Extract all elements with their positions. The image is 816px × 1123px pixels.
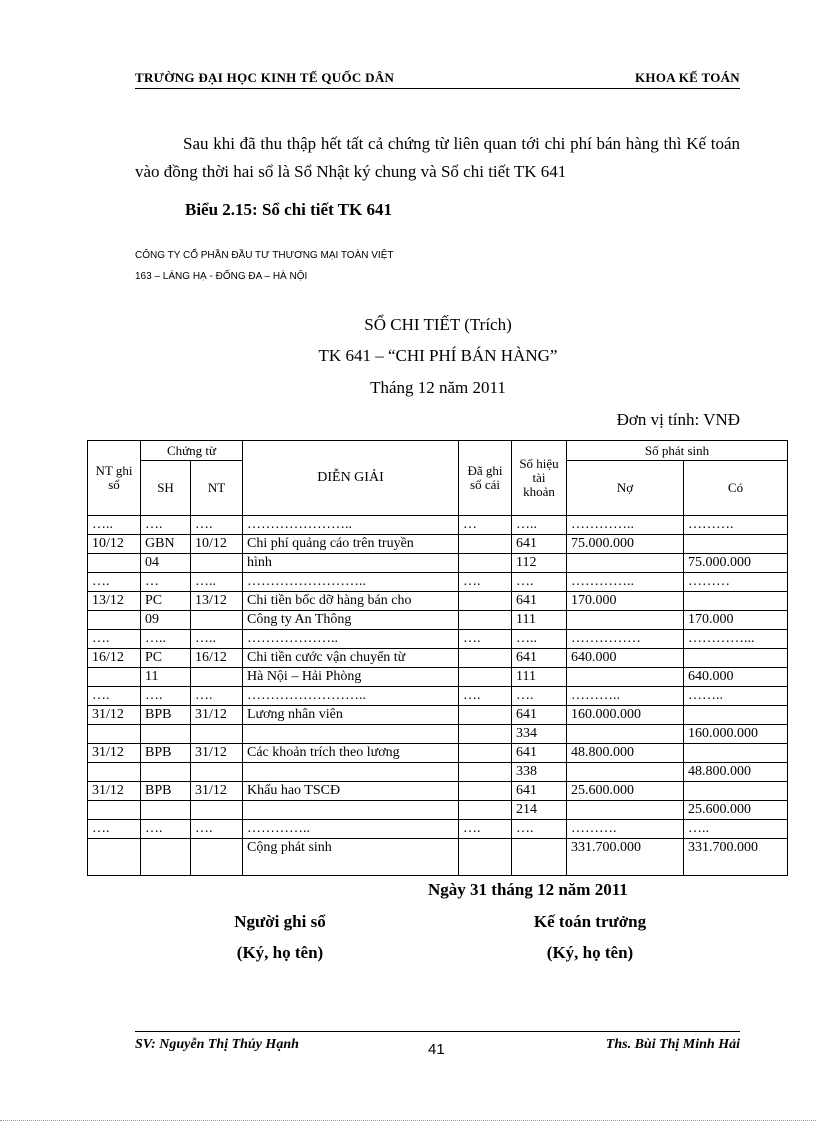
row-description: …………………….. [243, 687, 459, 706]
row-voucher-date [191, 668, 243, 687]
row-voucher-date [191, 554, 243, 573]
col-description: DIỄN GIẢI [243, 441, 459, 516]
row-debit: 640.000 [567, 649, 684, 668]
ledger-account: TK 641 – “CHI PHÍ BÁN HÀNG” [318, 346, 558, 365]
col-debit: Nợ [567, 461, 684, 516]
row-account: 641 [512, 782, 567, 801]
row-credit: …….. [684, 687, 788, 706]
row-date: 10/12 [88, 535, 141, 554]
row-posted [459, 592, 512, 611]
table-row [88, 630, 788, 649]
row-voucher-number: …. [141, 516, 191, 535]
row-posted: …. [459, 820, 512, 839]
row-account: 641 [512, 649, 567, 668]
row-date [88, 801, 141, 820]
row-date: …. [88, 820, 141, 839]
col-credit: Có [684, 461, 788, 516]
row-account: ….. [512, 630, 567, 649]
table-row [88, 725, 788, 744]
table-row [88, 516, 788, 535]
row-credit: ….. [684, 820, 788, 839]
row-account: ….. [512, 516, 567, 535]
chief-accountant-role: Kế toán trưởng [533, 912, 647, 931]
row-date: ….. [88, 516, 141, 535]
intro-paragraph: Sau khi đã thu thập hết tất cả chứng từ liên quan tới chi phí bán hàng thì Kế toán vào đồng thời hai sổ là Sổ Nhật ký chung và Sổ chi tiết TK 641 [135, 134, 740, 181]
row-debit [567, 763, 684, 782]
row-voucher-number: BPB [141, 782, 191, 801]
row-credit [684, 649, 788, 668]
row-debit: 48.800.000 [567, 744, 684, 763]
row-voucher-number: … [141, 573, 191, 592]
row-posted [459, 725, 512, 744]
table-row [88, 573, 788, 592]
row-date: …. [88, 630, 141, 649]
footer-divider [135, 1031, 740, 1032]
row-voucher-date: 13/12 [191, 592, 243, 611]
table-row [88, 801, 788, 820]
signature-date: Ngày 31 tháng 12 năm 2011 [428, 880, 628, 899]
row-posted [459, 611, 512, 630]
row-posted [459, 649, 512, 668]
row-voucher-date: …. [191, 687, 243, 706]
row-debit: 331.700.000 [567, 839, 684, 876]
row-voucher-number: …. [141, 820, 191, 839]
row-voucher-number: ….. [141, 630, 191, 649]
row-credit: 48.800.000 [684, 763, 788, 782]
row-account: 641 [512, 744, 567, 763]
row-date: …. [88, 687, 141, 706]
row-voucher-number: 11 [141, 668, 191, 687]
row-account: 334 [512, 725, 567, 744]
row-voucher-number: PC [141, 592, 191, 611]
row-description: hình [243, 554, 459, 573]
row-description [243, 801, 459, 820]
row-voucher-date: ….. [191, 630, 243, 649]
col-voucher-number: SH [141, 461, 191, 516]
row-posted [459, 782, 512, 801]
row-voucher-number: PC [141, 649, 191, 668]
row-voucher-date [191, 839, 243, 876]
row-voucher-date: ….. [191, 573, 243, 592]
student-name: SV: Nguyễn Thị Thúy Hạnh [135, 1037, 299, 1052]
table-row [88, 668, 788, 687]
chief-accountant-note: (Ký, họ tên) [546, 943, 634, 962]
row-credit: 160.000.000 [684, 725, 788, 744]
row-posted: …. [459, 687, 512, 706]
row-account: 111 [512, 611, 567, 630]
col-voucher: Chứng từ [141, 441, 243, 461]
row-credit: 170.000 [684, 611, 788, 630]
row-description: Công ty An Thông [243, 611, 459, 630]
row-credit: …………... [684, 630, 788, 649]
row-description: ………………….. [243, 516, 459, 535]
row-debit: …………… [567, 630, 684, 649]
table-row [88, 839, 788, 876]
row-credit: ………. [684, 516, 788, 535]
row-posted [459, 763, 512, 782]
table-row [88, 744, 788, 763]
row-description: …………………….. [243, 573, 459, 592]
row-date: 31/12 [88, 744, 141, 763]
row-credit: 25.600.000 [684, 801, 788, 820]
row-account: 641 [512, 535, 567, 554]
row-debit: 75.000.000 [567, 535, 684, 554]
row-posted [459, 668, 512, 687]
row-voucher-date: 31/12 [191, 744, 243, 763]
row-voucher-date: 31/12 [191, 706, 243, 725]
row-voucher-date [191, 801, 243, 820]
row-account: 641 [512, 706, 567, 725]
col-date: NT ghi sổ [88, 441, 141, 516]
ledger-period: Tháng 12 năm 2011 [370, 378, 506, 397]
row-posted: …. [459, 630, 512, 649]
header-divider [135, 88, 740, 89]
row-credit [684, 535, 788, 554]
row-description: Chi tiền cước vận chuyển từ [243, 649, 459, 668]
faculty-name: KHOA KẾ TOÁN [635, 70, 740, 85]
row-voucher-date: 10/12 [191, 535, 243, 554]
row-voucher-number: BPB [141, 744, 191, 763]
row-credit [684, 782, 788, 801]
ledger-title: SỔ CHI TIẾT (Trích) [364, 315, 512, 334]
row-credit: 331.700.000 [684, 839, 788, 876]
table-row [88, 554, 788, 573]
page-number: 41 [428, 1041, 445, 1058]
row-description: Hà Nội – Hải Phòng [243, 668, 459, 687]
advisor-name: Ths. Bùi Thị Minh Hải [605, 1037, 740, 1052]
row-voucher-date [191, 611, 243, 630]
row-debit: ………….. [567, 516, 684, 535]
row-debit: 160.000.000 [567, 706, 684, 725]
bookkeeper-note: (Ký, họ tên) [236, 943, 324, 962]
table-row [88, 706, 788, 725]
row-voucher-date [191, 725, 243, 744]
page-edge-dotted-line [0, 1120, 816, 1121]
table-row [88, 820, 788, 839]
row-debit [567, 725, 684, 744]
row-description: Chi phí quảng cáo trên truyền [243, 535, 459, 554]
row-date [88, 611, 141, 630]
row-posted: … [459, 516, 512, 535]
row-credit [684, 744, 788, 763]
row-date [88, 839, 141, 876]
row-debit [567, 554, 684, 573]
row-account: …. [512, 573, 567, 592]
row-voucher-number: 04 [141, 554, 191, 573]
company-name: CÔNG TY CỔ PHẦN ĐẦU TƯ THƯƠNG MẠI TOÀN VIỆT [135, 250, 394, 261]
row-voucher-number [141, 801, 191, 820]
row-account: 338 [512, 763, 567, 782]
row-account: 641 [512, 592, 567, 611]
row-date [88, 725, 141, 744]
table-row [88, 592, 788, 611]
row-voucher-number: …. [141, 687, 191, 706]
row-description [243, 763, 459, 782]
row-debit: 25.600.000 [567, 782, 684, 801]
row-description: Chi tiền bốc dỡ hàng bán cho [243, 592, 459, 611]
row-posted [459, 801, 512, 820]
row-description: Lương nhân viên [243, 706, 459, 725]
row-voucher-date: 31/12 [191, 782, 243, 801]
row-description: Khấu hao TSCĐ [243, 782, 459, 801]
row-debit [567, 668, 684, 687]
row-posted: …. [459, 573, 512, 592]
row-posted [459, 554, 512, 573]
row-credit: 640.000 [684, 668, 788, 687]
row-account: 112 [512, 554, 567, 573]
row-voucher-date: …. [191, 820, 243, 839]
table-row [88, 535, 788, 554]
row-posted [459, 535, 512, 554]
table-row [88, 687, 788, 706]
row-voucher-number: BPB [141, 706, 191, 725]
row-voucher-number [141, 763, 191, 782]
row-account [512, 839, 567, 876]
row-credit: 75.000.000 [684, 554, 788, 573]
row-description: ………….. [243, 820, 459, 839]
row-debit [567, 801, 684, 820]
table-row [88, 782, 788, 801]
table-row [88, 611, 788, 630]
row-posted [459, 839, 512, 876]
table-row [88, 649, 788, 668]
ledger-table [87, 440, 788, 876]
row-credit [684, 592, 788, 611]
school-name: TRƯỜNG ĐẠI HỌC KINH TẾ QUỐC DÂN [135, 70, 395, 85]
row-credit [684, 706, 788, 725]
row-voucher-number: 09 [141, 611, 191, 630]
row-voucher-number: GBN [141, 535, 191, 554]
row-date [88, 668, 141, 687]
row-account: 111 [512, 668, 567, 687]
table-row [88, 763, 788, 782]
row-posted [459, 744, 512, 763]
row-account: 214 [512, 801, 567, 820]
col-account: Số hiệu tài khoản [512, 441, 567, 516]
row-date: …. [88, 573, 141, 592]
row-date [88, 554, 141, 573]
row-date: 13/12 [88, 592, 141, 611]
row-debit: ……….. [567, 687, 684, 706]
row-voucher-date: …. [191, 516, 243, 535]
currency-unit: Đơn vị tính: VNĐ [616, 410, 740, 429]
row-account: …. [512, 687, 567, 706]
row-debit: 170.000 [567, 592, 684, 611]
company-address: 163 – LÁNG HẠ - ĐỐNG ĐA – HÀ NỘI [135, 271, 308, 282]
col-voucher-date: NT [191, 461, 243, 516]
bookkeeper-role: Người ghi sổ [234, 912, 326, 931]
col-amount: Số phát sinh [567, 441, 788, 461]
figure-caption: Biểu 2.15: Sổ chi tiết TK 641 [185, 200, 392, 219]
row-voucher-number [141, 725, 191, 744]
row-account: …. [512, 820, 567, 839]
row-voucher-date [191, 763, 243, 782]
row-date: 16/12 [88, 649, 141, 668]
row-debit: ………. [567, 820, 684, 839]
row-credit: ……… [684, 573, 788, 592]
row-voucher-date: 16/12 [191, 649, 243, 668]
row-description: ……………….. [243, 630, 459, 649]
ledger-body [88, 516, 788, 876]
col-posted: Đã ghi sổ cái [459, 441, 512, 516]
row-date: 31/12 [88, 706, 141, 725]
row-debit [567, 611, 684, 630]
row-posted [459, 706, 512, 725]
row-date [88, 763, 141, 782]
row-description: Cộng phát sinh [243, 839, 459, 876]
row-debit: ………….. [567, 573, 684, 592]
row-date: 31/12 [88, 782, 141, 801]
row-voucher-number [141, 839, 191, 876]
row-description [243, 725, 459, 744]
row-description: Các khoản trích theo lương [243, 744, 459, 763]
